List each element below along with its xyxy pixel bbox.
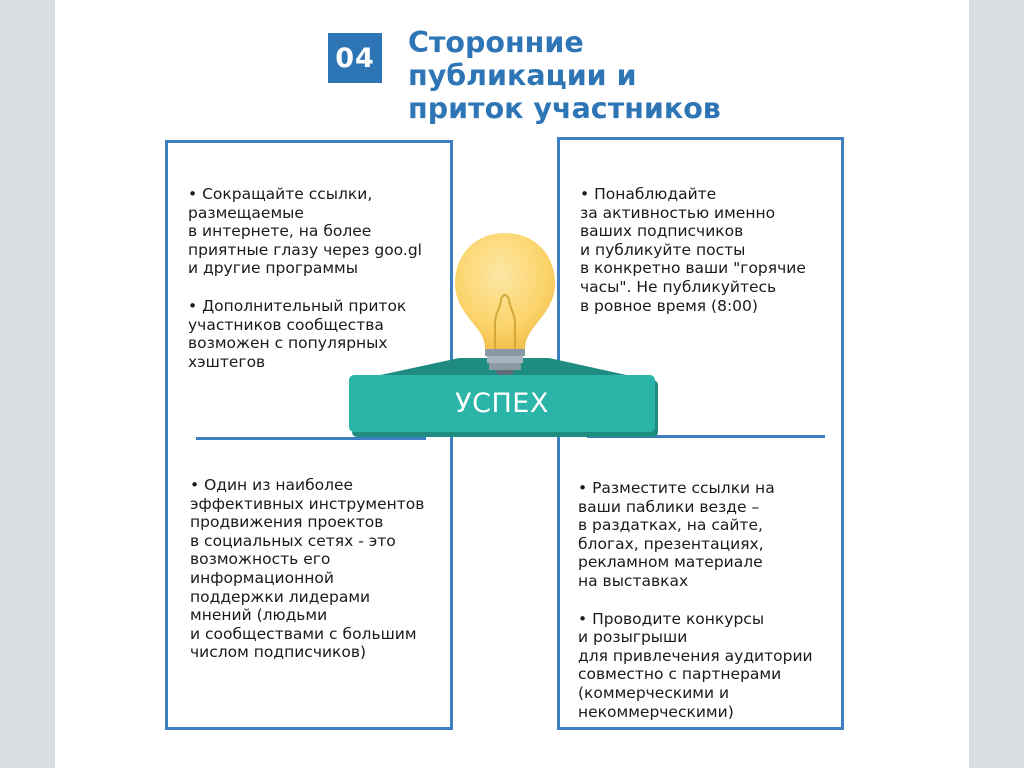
- title-line: Сторонние: [408, 26, 584, 59]
- success-banner: УСПЕХ: [349, 375, 655, 432]
- text-line: размещаемые: [188, 203, 304, 222]
- text-line: • Разместите ссылки на: [578, 479, 775, 497]
- text-line: участников сообщества: [188, 315, 384, 334]
- text-line: в конкретно ваши "горячие: [580, 259, 806, 278]
- text-line: некоммерческими): [578, 702, 734, 721]
- text-line: на выставках: [578, 571, 689, 590]
- text-line: ваших подписчиков: [580, 222, 744, 241]
- text-line: и другие программы: [188, 259, 358, 278]
- text-line: возможен с популярных: [188, 334, 388, 353]
- text-line: • Понаблюдайте: [580, 185, 717, 203]
- panel-top-right-text: [580, 185, 840, 334]
- lightbulb-icon: [445, 225, 565, 385]
- text-line: совместно с партнерами: [578, 665, 782, 684]
- text-line: часы". Не публикуйтесь: [580, 277, 777, 296]
- text-line: в интернете, на более: [188, 222, 372, 241]
- text-line: приятные глазу через goo.gl: [188, 240, 422, 259]
- slide-title: [408, 26, 828, 125]
- title-line: публикации и: [408, 59, 637, 92]
- title-line: приток участников: [408, 92, 721, 125]
- text-line: для привлечения аудитории: [578, 646, 813, 665]
- text-line: • Дополнительный приток: [188, 296, 407, 315]
- text-line: блогах, презентациях,: [578, 534, 764, 553]
- bullet-paragraph: [578, 610, 840, 722]
- text-line: эффективных инструментов: [190, 494, 425, 513]
- text-line: • Один из наиболее: [190, 476, 354, 494]
- bullet-paragraph: [578, 479, 840, 591]
- slide-number-badge: 04: [328, 33, 382, 83]
- text-line: хэштегов: [188, 352, 266, 371]
- bullet-paragraph: [580, 185, 840, 315]
- text-line: информационной: [190, 568, 334, 587]
- text-line: (коммерческими и: [578, 683, 730, 702]
- text-line: в ровное время (8:00): [580, 296, 758, 315]
- text-line: возможность его: [190, 550, 331, 569]
- divider-left: [196, 437, 426, 440]
- panel-bottom-left-text: [190, 476, 452, 681]
- text-line: числом подписчиков): [190, 643, 367, 662]
- text-line: за активностью именно: [580, 203, 776, 222]
- text-line: и сообществами с большим: [190, 624, 417, 643]
- text-line: в социальных сетях - это: [190, 531, 396, 550]
- panel-bottom-right-text: [578, 479, 840, 740]
- text-line: • Сокращайте ссылки,: [188, 185, 373, 203]
- text-line: в раздатках, на сайте,: [578, 516, 763, 535]
- text-line: мнений (людьми: [190, 606, 328, 625]
- text-line: ваши паблики везде –: [578, 497, 760, 516]
- text-line: и розыгрыши: [578, 628, 688, 647]
- bullet-paragraph: [188, 185, 450, 278]
- text-line: продвижения проектов: [190, 513, 384, 532]
- text-line: рекламном материале: [578, 553, 763, 572]
- text-line: поддержки лидерами: [190, 587, 371, 606]
- text-line: и публикуйте посты: [580, 240, 746, 259]
- text-line: • Проводите конкурсы: [578, 609, 765, 628]
- bullet-paragraph: [190, 476, 452, 662]
